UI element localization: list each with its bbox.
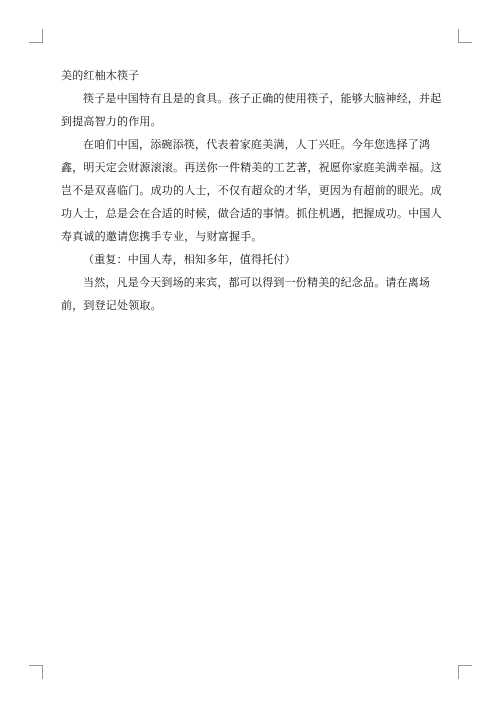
paragraph-1: 筷子是中国特有且是的食具。孩子正确的使用筷子，能够大脑神经，并起到提高智力的作用。 bbox=[61, 92, 442, 128]
crop-mark-bottom-left bbox=[29, 665, 43, 679]
paragraph-3: （重复：中国人寿，相知多年，值得托付） bbox=[83, 253, 296, 266]
paragraph-4: 当然，凡是今天到场的来宾，都可以得到一份精美的纪念品。请在离场前，到登记处领取。 bbox=[61, 276, 431, 312]
document-title: 美的红柚木筷子 bbox=[61, 69, 140, 82]
paragraph-2: 在咱们中国，添碗添筷，代表着家庭美满，人丁兴旺。今年您选择了鸿鑫，明天定会财源滚滚。再送你一件精美的工艺著，祝愿你家庭美满幸福。这岂不是双喜临门。成功的人士，不仅有超众的才华，更因为有超前的眼光。成功人士，总是会在合适的时候，做合适的事情。抓住机遇，把握成功。中国人寿真诚的邀请您携手专业，与财富握手。 bbox=[61, 138, 442, 243]
crop-mark-top-right bbox=[458, 29, 472, 43]
document-body bbox=[61, 64, 446, 317]
crop-mark-top-left bbox=[29, 29, 43, 43]
crop-mark-bottom-right bbox=[458, 665, 472, 679]
